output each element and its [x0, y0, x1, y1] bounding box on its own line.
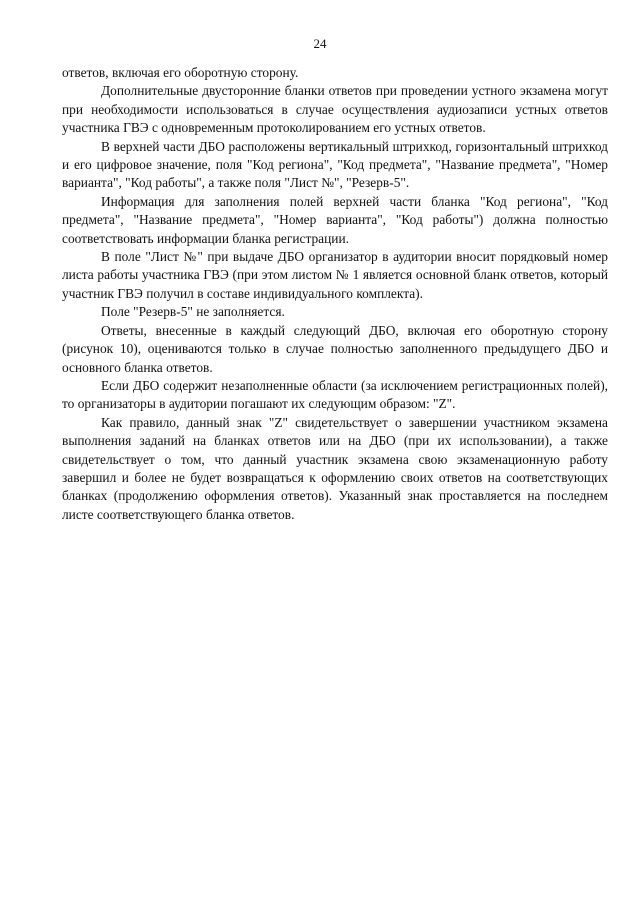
- paragraph-additional-blanks: Дополнительные двусторонние бланки ответов при проведении устного экзамена могут при необходимости использоваться в случае осуществления аудиозаписи устных ответов участника ГВЭ с одновременным протоколированием его устных ответов.: [62, 83, 608, 136]
- paragraph-top-section-fields: В верхней части ДБО расположены вертикальный штрихкод, горизонтальный штрихкод и его цифровое значение, поля "Код региона", "Код предмета", "Название предмета", "Номер варианта", "Код работы", а также поля "Лист №", "Резерв-5".: [62, 138, 608, 191]
- paragraph-empty-areas: Если ДБО содержит незаполненные области (за исключением регистрационных полей), то организаторы в аудитории погашают их следующим образом: "Z".: [62, 377, 608, 412]
- body-text: [62, 64, 608, 524]
- page-number: 24: [313, 36, 327, 51]
- paragraph-continuation: ответов, включая его оборотную сторону.: [62, 65, 299, 80]
- paragraph-fill-info: Информация для заполнения полей верхней части бланка "Код региона", "Код предмета", "Название предмета", "Номер варианта", "Код работы") должна полностью соответствовать информации бланка регистрации.: [62, 193, 608, 246]
- paragraph-sheet-number: В поле "Лист №" при выдаче ДБО организатор в аудитории вносит порядковый номер листа работы участника ГВЭ (при этом листом № 1 является основной бланк ответов, который участник ГВЭ получил в составе индивидуального комплекта).: [62, 249, 608, 301]
- paragraph-reserve-field: Поле "Резерв-5" не заполняется.: [101, 304, 285, 320]
- paragraph-answers-evaluation: Ответы, внесенные в каждый следующий ДБО, включая его оборотную сторону (рисунок 10), оцениваются только в случае полностью заполненного предыдущего ДБО и основного бланка ответов.: [62, 322, 608, 375]
- paragraph-z-mark: Как правило, данный знак "Z" свидетельствует о завершении участником экзамена выполнения заданий на бланках ответов или на ДБО (при их использовании), а также свидетельствует о том, что данный участник экзамена свою экзаменационную работу завершил и более не будет возвращаться к оформлению своих ответов на соответствующих бланках (продолжению оформления ответов). Указанный знак проставляется на последнем листе соответствующего бланка ответов.: [62, 414, 608, 522]
